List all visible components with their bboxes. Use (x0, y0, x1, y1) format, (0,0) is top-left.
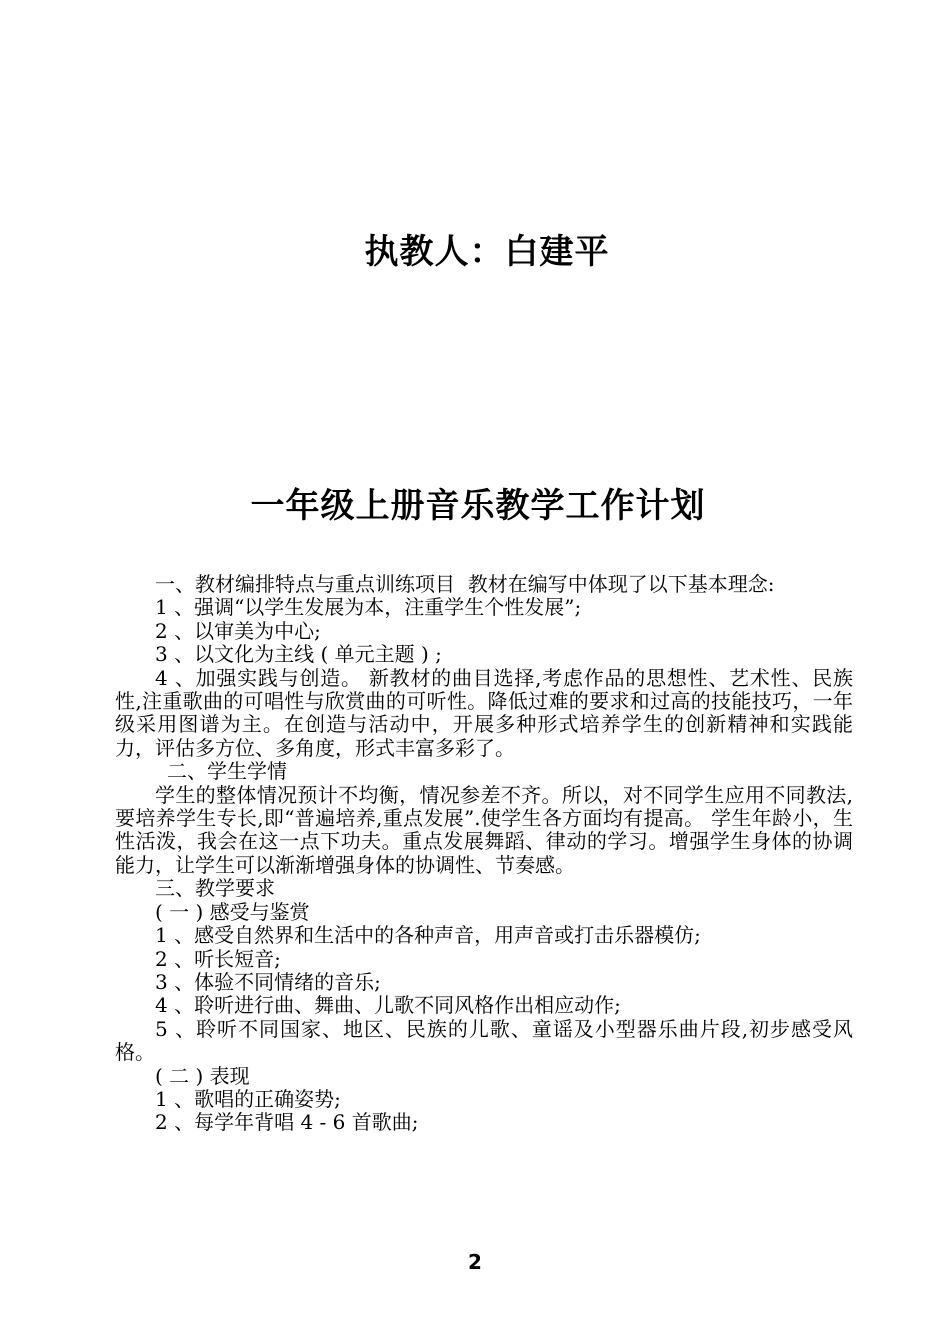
paragraph-section-3-heading: 三、教学要求 (155, 876, 275, 901)
paragraph-listening-item-5: 5 、聆听不同国家、地区、民族的儿歌、童谣及小型器乐曲片段,初步感受风格。 (115, 1016, 853, 1065)
document-title: 一年级上册音乐教学工作计划 (250, 486, 706, 526)
teacher-line: 执教人：白建平 (364, 232, 610, 272)
paragraph-item-3: 3 、以文化为主线 ( 单元主题 ) ; (155, 642, 442, 667)
paragraph-listening-item-2: 2 、听长短音; (155, 946, 281, 971)
paragraph-performance-item-1: 1 、歌唱的正确姿势; (155, 1086, 341, 1111)
paragraph-listening-item-3: 3 、体验不同情绪的音乐; (155, 969, 381, 994)
paragraph-item-1: 1 、强调“以学生发展为本，注重学生个性发展”; (155, 595, 582, 620)
paragraph-listening-item-4: 4 、聆听进行曲、舞曲、儿歌不同风格作出相应动作; (155, 993, 621, 1018)
paragraph-item-4: 4 、加强实践与创造。 新教材的曲目选择,考虑作品的思想性、艺术性、民族性,注重歌曲的可唱性与欣赏曲的可听性。降低过难的要求和过高的技能技巧，一年级采用图谱为主。在创造与活动中，开展多种形式培养学生的创新精神和实践能力，评估多方位、多角度，形式丰富多彩了。 (115, 665, 853, 760)
paragraph-section-2-heading: 二、学生学情 (167, 759, 287, 784)
body-text (115, 573, 853, 1135)
paragraph-performance-item-2: 2 、每学年背唱 4 - 6 首歌曲; (155, 1110, 419, 1135)
paragraph-subsection-2-heading: ( 二 ) 表现 (155, 1063, 250, 1088)
paragraph-item-2: 2 、以审美为中心; (155, 618, 321, 643)
paragraph-listening-item-1: 1 、感受自然界和生活中的各种声音，用声音或打击乐器模仿; (155, 923, 701, 948)
paragraph-subsection-1-heading: ( 一 ) 感受与鉴赏 (155, 899, 310, 924)
paragraph-section-1-heading: 一、教材编排特点与重点训练项目 教材在编写中体现了以下基本理念: (155, 572, 775, 596)
paragraph-student-situation: 学生的整体情况预计不均衡，情况参差不齐。所以，对不同学生应用不同教法,要培养学生专长,即“普遍培养,重点发展”.使学生各方面均有提高。 学生年龄小，生性活泼，我会在这一点下功夫。重点发展舞蹈、律动的学习。增强学生身体的协调能力，让学生可以渐渐增强身体的协调性、节奏感。 (115, 782, 853, 877)
page-number: 2 (468, 1250, 482, 1274)
